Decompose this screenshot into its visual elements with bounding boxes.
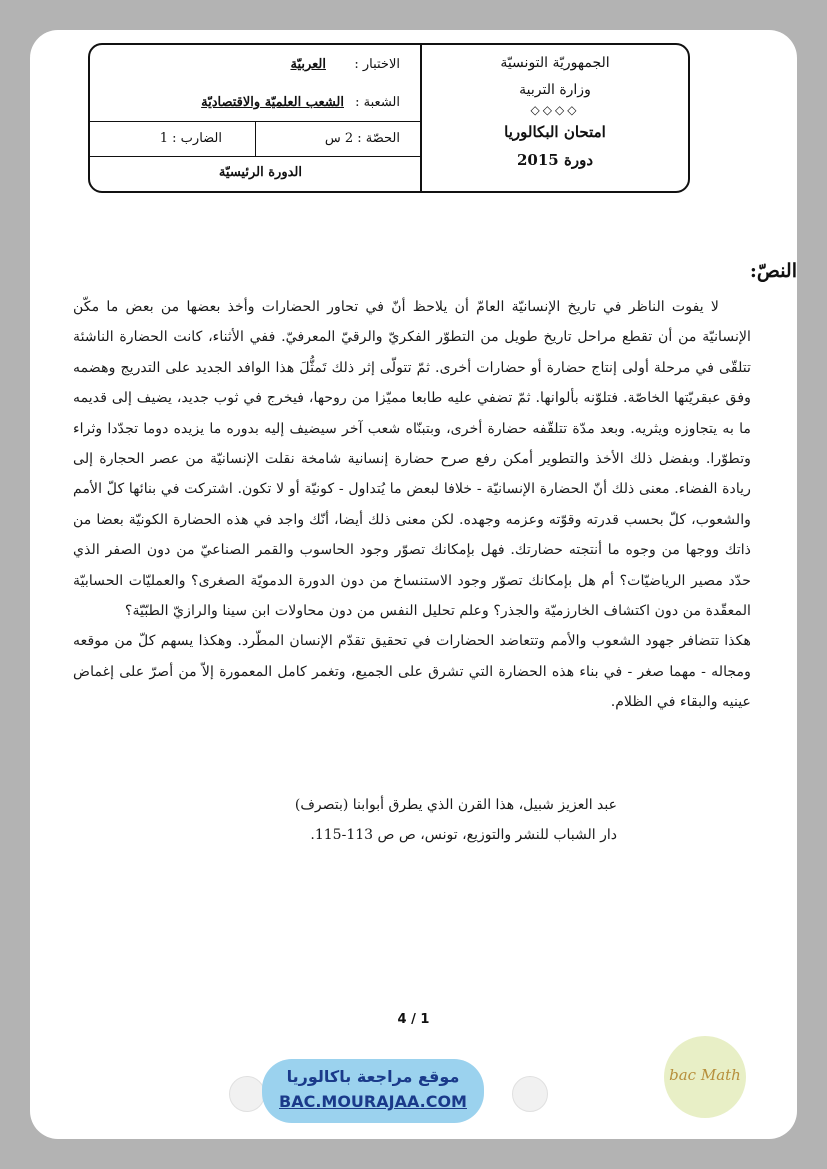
session-year: دورة 2015: [517, 151, 593, 169]
duration-coefficient-row: [90, 121, 422, 157]
page-number: 4 / 1: [397, 1012, 430, 1027]
branch-label: الشعبة :: [355, 95, 400, 110]
session-type-row: [90, 157, 422, 191]
exam-header: [88, 43, 690, 193]
text-source: [295, 790, 617, 850]
session-type-label: الدورة الرئيسيّة: [218, 165, 302, 180]
subject-row: [90, 45, 422, 83]
exam-title: امتحان البكالوريا: [504, 123, 606, 141]
text-paragraph-2: هكذا تتضافر جهود الشعوب والأمم وتتعاضد الحضارات في تحقيق تقدّم الإنسان المطّرد. وهكذا يسهم كلّ من موقعه ومجاله - مهما صغر - في بناء هذه الحضارة التي تشرق على الجميع، وتغمر كامل المعمورة إلاّ من أصرّ على إغماض عينيه والبقاء في الظلام.: [73, 633, 751, 711]
header-exam-details: [90, 45, 422, 191]
text-paragraph-1: لا يفوت الناظر في تاريخ الإنسانيّة العامّ أن يلاحظ أنّ في تحاور الحضارات وأخذ بعضها من بعض ما مكّن الإنسانيّة من أن تقطع مراحل تاريخ طويل من التطوّر الفكريّ والرقيّ المعرفيّ. ففي الأثناء، كانت الحضارة الناشئة تتلقّى في مرحلة أولى إنتاج حضارة أو حضارات أخرى. ثمّ تتولّى إثر ذلك تَمثُّلَ هذا الوافد الجديد على التدريج وهضمه وفق عبقريّتها الخاصّة. فتلوّنه بألوانها. ثمّ تضفي عليه طابعا مميّزا من روحها، فيخرج في ثوب جديد، يضيف إلى قديمه ما به يتجاوزه ويثريه. وبعد مدّة تتلقّفه حضارة أخرى، وبتبنّاه شعب آخر سيضيف إليه بدوره ما يزيده دوما تجدّدا وثراء وتطوّرا. وبفضل ذلك الأخذ والتطوير أمكن رفع صرح حضارة إنسانية شامخة نقلت الإنسانيّة من عصر الحجارة إلى ريادة الفضاء. معنى ذلك أنّ الحضارة الإنسانيّة - خلافا لبعض ما يُتداول - كونيّة أو لا تكون. اشتركت في بنائها كلّ الأمم والشعوب، كلّ بحسب قدرته وقوّته وعزمه وجهده. لكن معنى ذلك أيضا، أنّك واجد في هذه الحضارة الكونيّة بعضا من ذاتك ووجها من وجوه ما أنتجته حضارتك. فهل بإمكانك تصوّر وجود الحاسوب والقمر الصناعيّ من دون الصفر الذي حدّد مصير الرياضيّات؟ أم هل بإمكانك تصوّر وجود الاستنساخ من دون الدورة الدمويّة الصغرى؟ والعمليّات الحسابيّة المعقّدة من دون اكتشاف الخارزميّة والجذر؟ وعلم تحليل النفس من دون محاولات ابن سينا والرازيّ الطبّيّة؟: [73, 299, 752, 620]
bac-math-badge-icon: [664, 1036, 746, 1118]
republic-label: الجمهوريّة التونسيّة: [500, 55, 610, 71]
cell-divider: [255, 122, 256, 156]
ornament-diamonds-icon: ◇◇◇◇: [530, 103, 580, 117]
site-url[interactable]: BAC.MOURAJAA.COM: [279, 1092, 467, 1111]
branch-row: [90, 83, 422, 121]
main-text: [73, 292, 751, 718]
site-logo-right-icon: [512, 1076, 548, 1112]
branch-value: الشعب العلميّة والاقتصاديّة: [201, 95, 344, 110]
subject-value: العربيّة: [290, 57, 326, 72]
ministry-label: وزارة التربية: [519, 82, 591, 98]
source-publisher: دار الشباب للنشر والتوزيع، تونس، ص ص 113-115.: [310, 827, 617, 843]
coefficient-label: الضارب : 1: [159, 131, 222, 146]
site-banner-link[interactable]: [262, 1059, 484, 1123]
header-institution-block: [420, 45, 688, 191]
site-name-arabic: موقع مراجعة باكالوريا: [286, 1067, 460, 1086]
source-author-title: عبد العزيز شبيل، هذا القرن الذي يطرق أبوابنا (بتصرف): [294, 797, 617, 813]
duration-label: الحصّة : 2 س: [324, 131, 400, 146]
text-section-title: النصّ:: [749, 260, 797, 282]
subject-label: الاختبار :: [354, 57, 400, 72]
badge-text: bac Math: [669, 1066, 741, 1084]
site-logo-left-icon: [229, 1076, 265, 1112]
